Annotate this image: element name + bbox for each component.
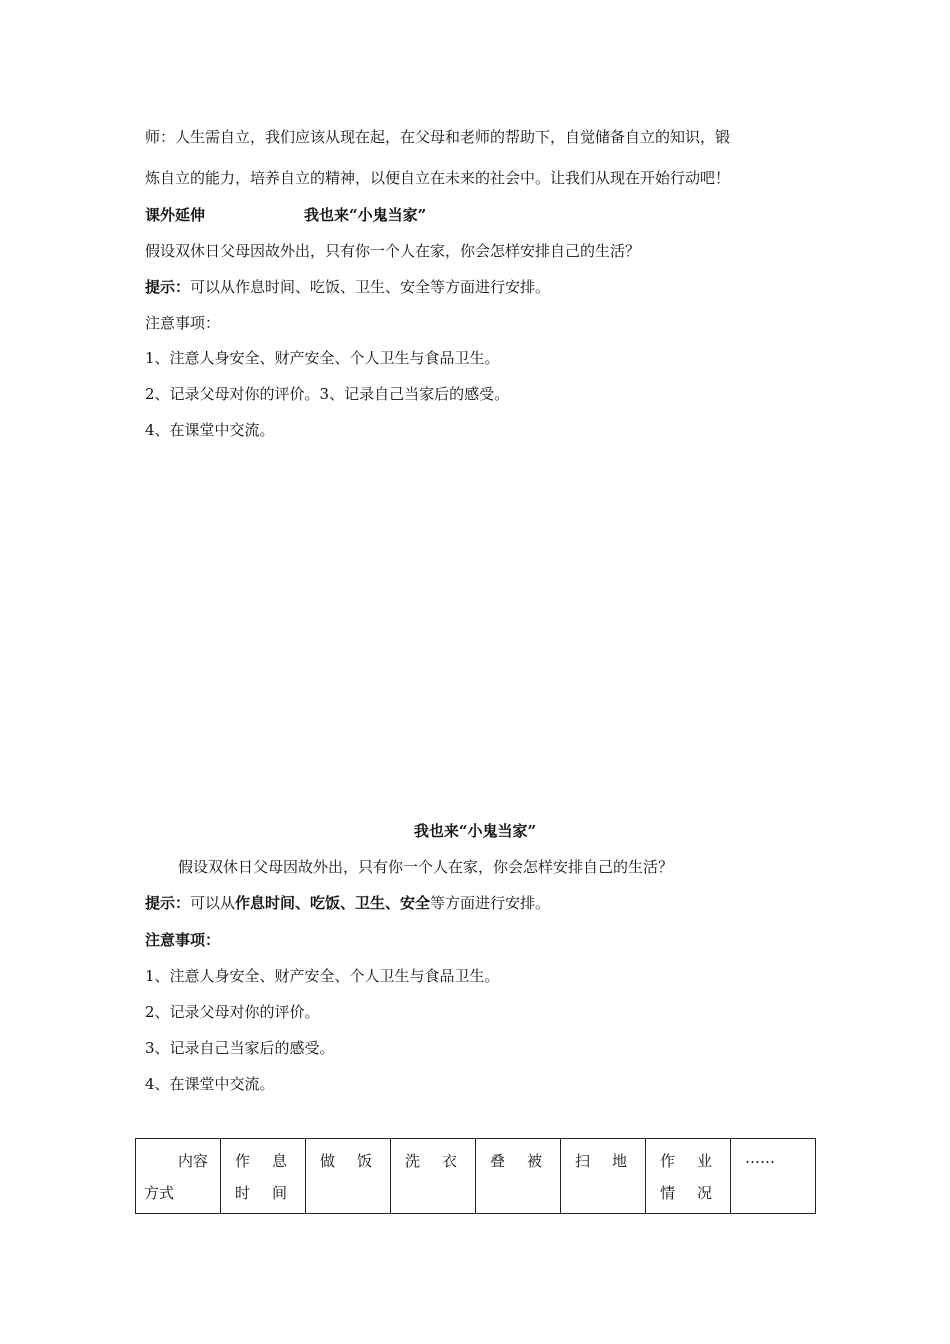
- note-3: 3、记录自己当家后的感受。: [145, 1039, 335, 1057]
- note-4: 4、在课堂中交流。: [145, 421, 275, 439]
- note-4: 4、在课堂中交流。: [145, 1075, 275, 1093]
- note-1: 1、注意人身安全、财产安全、个人卫生与食品卫生。: [145, 967, 500, 985]
- hint-pre: 可以从: [190, 894, 236, 912]
- ellipsis: ……: [745, 1149, 775, 1167]
- extension-title: 我也来“小鬼当家”: [304, 206, 427, 224]
- hint-bold: 作息时间、吃饭、卫生、安全: [235, 894, 431, 912]
- question-text: 假设双休日父母因故外出，只有你一个人在家，你会怎样安排自己的生活？: [178, 858, 674, 876]
- teacher-paragraph-line-2: 炼自立的能力，培养自立的精神，以便自立在未来的社会中。让我们从现在开始行动吧！: [145, 169, 731, 187]
- cell-char: 作: [660, 1152, 676, 1170]
- cell-char: 衣: [441, 1152, 457, 1170]
- cell-char: 情: [660, 1184, 676, 1202]
- cell-char: 间: [271, 1184, 287, 1202]
- cell-char: 况: [696, 1184, 712, 1202]
- notes-label: 注意事项：: [145, 931, 221, 949]
- schedule-table: [135, 1138, 816, 1214]
- header-cell: [136, 1139, 221, 1214]
- cell-more: [731, 1139, 816, 1214]
- notes-label: 注意事项：: [145, 314, 221, 332]
- hint-label: 提示：: [145, 278, 191, 296]
- cell-char: 作: [235, 1152, 251, 1170]
- note-2: 2、记录父母对你的评价。: [145, 1003, 320, 1021]
- cell-fold-quilt: [476, 1139, 561, 1214]
- section-title: 我也来“小鬼当家”: [413, 822, 537, 840]
- header-top: 内容: [178, 1152, 209, 1170]
- table-row: [136, 1139, 816, 1214]
- hint-line: [145, 893, 550, 913]
- header-bottom: 方式: [144, 1184, 175, 1202]
- cell-char: 息: [271, 1152, 287, 1170]
- note-2: 2、记录父母对你的评价。3、记录自己当家后的感受。: [145, 385, 510, 403]
- cell-char: 时: [235, 1184, 251, 1202]
- teacher-paragraph-line-1: 师：人生需自立，我们应该从现在起，在父母和老师的帮助下，自觉储备自立的知识，锻: [145, 128, 731, 146]
- cell-rest-time: [221, 1139, 306, 1214]
- hint-post: 等方面进行安排。: [430, 894, 551, 912]
- cell-laundry: [391, 1139, 476, 1214]
- question-text: 假设双休日父母因故外出，只有你一个人在家，你会怎样安排自己的生活？: [145, 242, 641, 260]
- cell-char: 饭: [356, 1152, 372, 1170]
- hint-label: 提示：: [145, 894, 191, 912]
- cell-char: 扫: [575, 1152, 591, 1170]
- cell-char: 被: [526, 1152, 542, 1170]
- cell-cooking: [306, 1139, 391, 1214]
- note-1: 1、注意人身安全、财产安全、个人卫生与食品卫生。: [145, 349, 500, 367]
- hint-text: 可以从作息时间、吃饭、卫生、安全等方面进行安排。: [190, 278, 551, 296]
- cell-char: 洗: [405, 1152, 421, 1170]
- hint-line: [145, 277, 550, 297]
- cell-char: 业: [696, 1152, 712, 1170]
- cell-homework: [646, 1139, 731, 1214]
- cell-char: 地: [611, 1152, 627, 1170]
- cell-sweep: [561, 1139, 646, 1214]
- extension-label: 课外延伸: [145, 206, 206, 224]
- cell-char: 叠: [490, 1152, 506, 1170]
- cell-char: 做: [320, 1152, 336, 1170]
